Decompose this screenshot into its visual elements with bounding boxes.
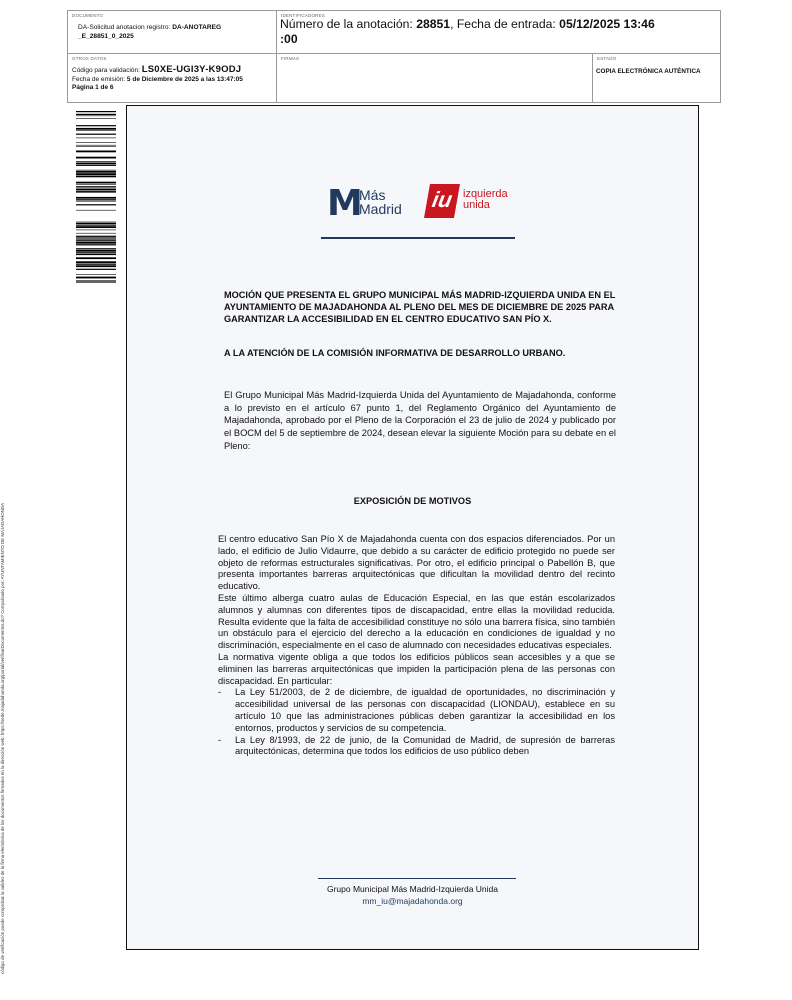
emission-line <box>72 76 243 84</box>
list-item-text: La Ley 51/2003, de 2 de diciembre, de igualdad de oportunidades, no discriminación y accesibilidad universal de las personas con discapacidad (LIONDAU), establece en su artículo 10 que las administraciones públicas deben garantizar la accesibilidad en los entornos, productos y servicios de su competencia. <box>235 687 615 733</box>
footer-group-name: Grupo Municipal Más Madrid-Izquierda Unida <box>326 884 499 894</box>
entry-date-seconds: :00 <box>280 31 298 46</box>
body-paragraph-2: Este último alberga cuatro aulas de Educación Especial, en las que están escolarizados alumnos y alumnas con diferentes tipos de discapacidad, entre ellas la movilidad reducida. Resulta evidente que la falta de accesibilidad constituye no sólo una barrera física, sino también un obstáculo para el ejercicio del derecho a la educación en condiciones de igualdad y no discriminación, especialmente en el caso de alumnado con necesidades educativas especiales. <box>218 592 615 651</box>
section-heading: EXPOSICIÓN DE MOTIVOS <box>353 496 472 506</box>
firmas-cell <box>277 54 593 102</box>
body-paragraph-3: La normativa vigente obliga a que todos los edificios públicos sean accesibles y a que se eliminen las barreras arquitectónicas que impiden la participación plena de las personas con discapacidad. En particular: <box>218 651 615 686</box>
estado-value: COPIA ELECTRÓNICA AUTÉNTICA <box>596 68 701 75</box>
documento-caption: DOCUMENTO <box>72 13 104 18</box>
emission-date: 5 de Diciembre de 2025 a las 13:47:05 <box>126 76 243 83</box>
logo-iu-line-2: unida <box>463 199 490 211</box>
footer-email[interactable]: mm_iu@majadahonda.org <box>362 896 463 906</box>
validation-code[interactable]: LS0XE-UGI3Y-K9ODJ <box>141 64 242 75</box>
mas-madrid-logo-text <box>359 188 402 216</box>
entry-date-label: , Fecha de entrada: <box>450 17 560 31</box>
documento-cell <box>68 11 277 54</box>
bullet-marker: - <box>218 687 222 698</box>
list-item <box>218 687 615 734</box>
identificadores-cell <box>277 11 720 54</box>
motion-title: MOCIÓN QUE PRESENTA EL GRUPO MUNICIPAL MÁS MADRID-IZQUIERDA UNIDA EN EL AYUNTAMIENTO DE MAJADAHONDA AL PLENO DEL MES DE DICIEMBRE DE 2025 PARA GARANTIZAR LA ACCESIBILIDAD EN EL CENTRO EDUCATIVO SAN PÍO X. <box>224 290 616 324</box>
footer-divider <box>318 878 516 879</box>
validation-label: Código para validación: <box>72 67 142 74</box>
attention-line: A LA ATENCIÓN DE LA COMISIÓN INFORMATIVA DE DESARROLLO URBANO. <box>224 348 566 358</box>
otros-datos-cell <box>68 54 277 102</box>
list-item-text: La Ley 8/1993, de 22 de junio, de la Comunidad de Madrid, de supresión de barreras arquitectónicas, determina que todos los edificios de uso público deben <box>235 734 615 757</box>
annotation-label: Número de la anotación: <box>280 17 417 31</box>
emission-label: Fecha de emisión: <box>72 76 127 83</box>
estado-cell <box>593 54 720 102</box>
bullet-marker: - <box>218 734 222 745</box>
list-item <box>218 735 615 759</box>
page-footer <box>127 883 698 907</box>
motion-body <box>218 534 615 758</box>
documento-line-1 <box>78 24 221 33</box>
identificadores-caption: IDENTIFICADORES <box>281 13 326 18</box>
logo-mm-line-2: Madrid <box>359 201 402 217</box>
firmas-caption: FIRMAS <box>281 56 300 61</box>
annotation-number: 28851 <box>416 17 451 31</box>
otros-caption: OTROS DATOS <box>72 56 107 61</box>
izquierda-unida-logo-text <box>463 189 508 211</box>
barcode-icon <box>76 111 116 285</box>
validation-line <box>72 66 241 75</box>
logo-iu-line-1: izquierda <box>463 188 508 200</box>
side-text-line-2: código de verificación puede comprobar la validez de la firma electrónica de los documentos firmados en la dirección web: https://sede.majadahonda.org/portal/verificarDocumentos.do? Compulsado por: AYUNTAMIENTO DE MAJADAHONDA <box>0 503 6 974</box>
documento-line-2: _E_28851_0_2025 <box>78 33 134 40</box>
body-paragraph-1: El centro educativo San Pío X de Majadahonda cuenta con dos espacios diferenciados. Por un lado, el edificio de Julio Vidaurre, que debido a su carácter de edificio protegido no puede ser objeto de reformas estructurales significativas. Por otro, el edificio principal o Pabellón B, que presenta importantes barreras arquitectónicas que dificultan la movilidad dentro del recinto educativo. <box>218 534 615 592</box>
annotation-info <box>280 17 710 46</box>
logo-mm-line-1: Más <box>359 187 386 203</box>
verification-side-text <box>0 274 17 974</box>
page-indicator: Página 1 de 6 <box>72 84 114 91</box>
documento-code: DA-ANOTAREG <box>172 24 222 31</box>
document-header <box>67 10 721 103</box>
documento-prefix: DA-Solicitud anotacion registro: <box>78 24 173 31</box>
entry-date: 05/12/2025 13:46 <box>559 17 655 31</box>
izquierda-unida-logo-icon: iu <box>424 184 460 218</box>
mas-madrid-logo-icon: M <box>327 183 361 224</box>
scanned-page <box>126 105 699 950</box>
estado-caption: ESTADO <box>597 56 617 61</box>
intro-paragraph: El Grupo Municipal Más Madrid-Izquierda Unida del Ayuntamiento de Majadahonda, conforme a lo previsto en el artículo 67 punto 1, del Reglamento Orgánico del Ayuntamiento de Majadahonda, aprobado por el Pleno de la Corporación el 23 de julio de 2024 y publicado por el BOCM del 5 de septiembre de 2024, desean elevar la siguiente Moción para su debate en el Pleno: <box>224 390 616 451</box>
header-divider <box>321 237 515 239</box>
logos <box>327 182 517 228</box>
